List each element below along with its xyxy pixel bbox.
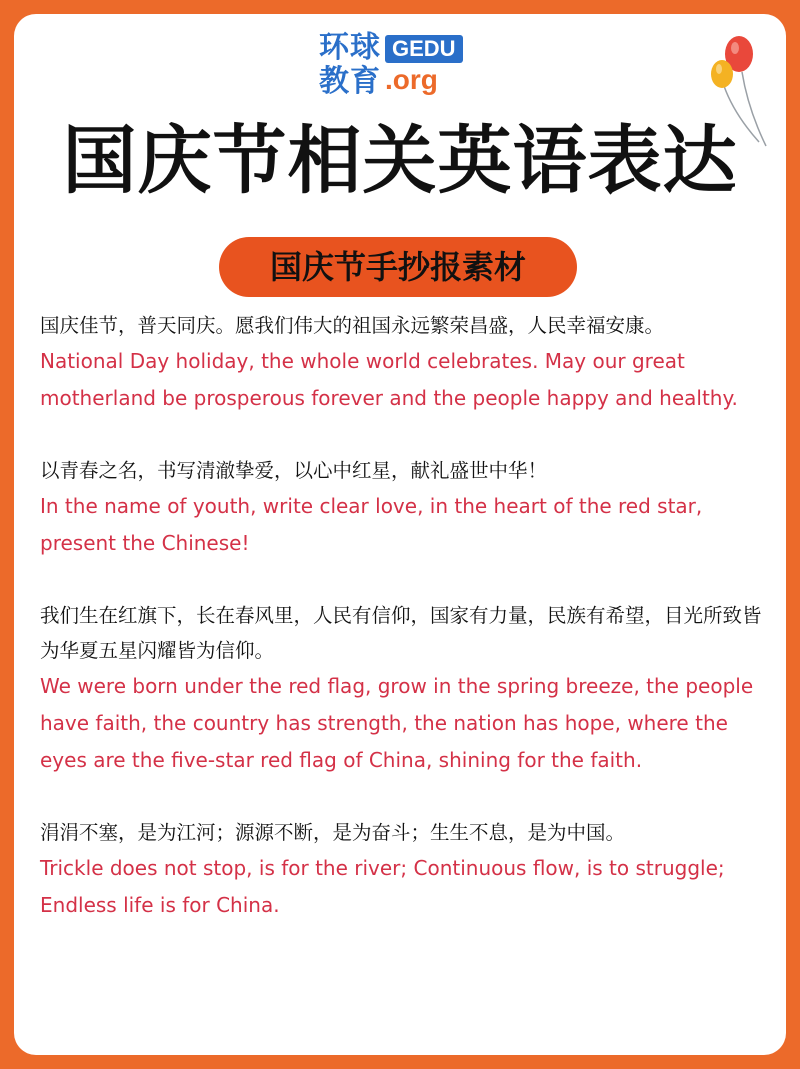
- gedu-logo: [319, 31, 463, 99]
- logo-badge: GEDU: [385, 35, 463, 63]
- entry-chinese: 我们生在红旗下，长在春风里，人民有信仰，国家有力量，民族有希望，目光所致皆为华夏五星闪耀皆为信仰。: [40, 604, 762, 662]
- content-list: [40, 308, 770, 960]
- logo-cn-line1: 环球: [319, 30, 381, 65]
- logo-cn-line2: 教育: [319, 64, 381, 99]
- entry-chinese: 国庆佳节，普天同庆。愿我们伟大的祖国永远繁荣昌盛，人民幸福安康。: [40, 314, 665, 337]
- entry-block: [40, 453, 770, 562]
- subtitle-pill: [219, 237, 577, 297]
- logo-chinese: [319, 31, 381, 99]
- entry-chinese: 以青春之名，书写清澈挚爱，以心中红星，献礼盛世中华！: [40, 459, 548, 482]
- entry-english: National Day holiday, the whole world celebrates. May our great motherland be prosperous forever and the people happy and healthy.: [40, 349, 738, 410]
- entry-english: We were born under the red flag, grow in the spring breeze, the people have faith, the country has strength, the nation has hope, where the eyes are the five-star red flag of China, shining for the faith.: [40, 674, 754, 772]
- page-title: 国庆节相关英语表达: [62, 118, 738, 204]
- entry-block: [40, 815, 770, 924]
- logo-english: [385, 35, 463, 97]
- entry-chinese: 涓涓不塞，是为江河；源源不断，是为奋斗；生生不息，是为中国。: [40, 821, 626, 844]
- entry-english: In the name of youth, write clear love, in the heart of the red star, present the Chinese!: [40, 494, 703, 555]
- poster-card: [14, 14, 786, 1055]
- logo-org: .org: [385, 64, 438, 95]
- entry-block: [40, 308, 770, 417]
- entry-english: Trickle does not stop, is for the river; Continuous flow, is to struggle; Endless life is for China.: [40, 856, 725, 917]
- subtitle-text: 国庆节手抄报素材: [269, 248, 526, 286]
- entry-block: [40, 598, 770, 779]
